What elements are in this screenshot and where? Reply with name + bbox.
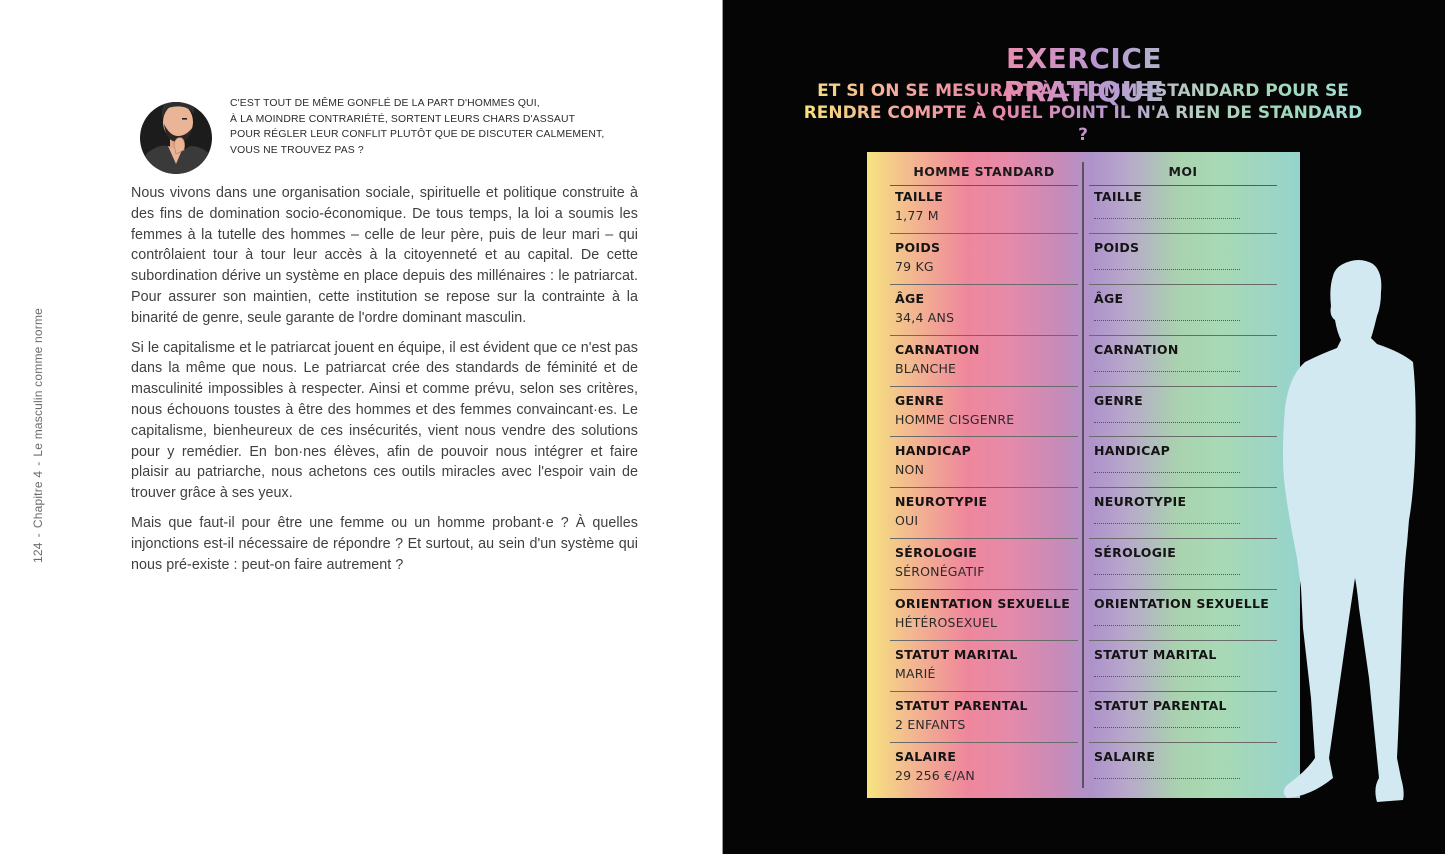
standard-row <box>890 590 1078 641</box>
row-value: OUI <box>895 513 919 529</box>
left-page <box>0 0 722 854</box>
row-value: 79 KG <box>895 258 934 274</box>
row-value: 29 256 €/AN <box>895 767 975 783</box>
standard-row <box>890 285 1078 336</box>
subtitle-line: RENDRE COMPTE À QUEL POINT IL N'A RIEN DE STANDARD ? <box>803 103 1363 145</box>
row-label: HANDICAP <box>1094 443 1171 459</box>
fill-in-blank <box>1094 675 1240 677</box>
row-label: ÂGE <box>1094 290 1124 306</box>
paragraph: Mais que faut-il pour être une femme ou un homme probant·e ? À quelles injonctions est-il nécessaire de répondre ? Et surtout, au sein d'un système qui nous pré-existe : peut-on faire autrement ? <box>131 514 638 573</box>
row-value: MARIÉ <box>895 666 936 682</box>
standard-row <box>890 488 1078 539</box>
fill-in-blank <box>1094 573 1240 575</box>
fill-in-blank <box>1094 319 1240 321</box>
standard-rows <box>890 183 1078 794</box>
fill-in-blank <box>1094 777 1240 779</box>
standard-row <box>890 234 1078 285</box>
row-label: STATUT PARENTAL <box>895 697 1028 713</box>
me-row <box>1089 387 1277 438</box>
row-value: 1,77 M <box>895 208 939 223</box>
quote-line: VOUS NE TROUVEZ PAS ? <box>230 144 364 156</box>
me-row <box>1089 743 1277 794</box>
fill-in-blank <box>1094 268 1240 270</box>
row-value: HÉTÉROSEXUEL <box>895 615 998 631</box>
standard-row <box>890 387 1078 438</box>
me-row <box>1089 539 1277 590</box>
paragraph: Si le capitalisme et le patriarcat jouent en équipe, il est évident que ce n'est pas dans la même que nous. Le patriarcat crée des standards de féminité et de masculinité impossibles à respecter. Ainsi et comme prévu, selon ses critères, nous échouons toustes à être des hommes et des femmes convaincant·es. Le capitalisme, bienheureux de ces insécurités, vient nous vendre des solutions pour y remédier. En bon·nes élèves, afin de pouvoir nous intégrer et faire plaisir au patriarche, nous achetons ces outils miracles avec l'espoir vain de trouver grâce à ses yeux. <box>131 339 638 502</box>
row-label: SÉROLOGIE <box>895 545 978 561</box>
fill-in-blank <box>1094 471 1240 473</box>
body-text <box>131 183 638 584</box>
row-label: TAILLE <box>895 189 944 204</box>
chapter-label: Chapitre 4 <box>31 470 45 529</box>
row-label: NEUROTYPIE <box>1094 494 1187 510</box>
running-head: 124-Chapitre 4-Le masculin comme norme <box>31 307 45 563</box>
fill-in-blank <box>1094 217 1240 219</box>
row-label: POIDS <box>1094 239 1140 255</box>
me-row <box>1089 285 1277 336</box>
standard-row <box>890 437 1078 488</box>
column-divider <box>1082 162 1084 788</box>
standard-row <box>890 183 1078 234</box>
row-label: ORIENTATION SEXUELLE <box>1094 596 1270 612</box>
row-label: STATUT PARENTAL <box>1094 697 1227 713</box>
quote-text <box>230 96 640 158</box>
fill-in-blank <box>1094 624 1240 626</box>
row-value: BLANCHE <box>895 360 957 376</box>
row-label: SALAIRE <box>1094 748 1156 764</box>
paragraph: Nous vivons dans une organisation sociale, spirituelle et politique construite à des fins de domination socio-économique. De tous temps, la loi a soumis les femmes à la tutelle des hommes – celle de leur père, puis de leur mari – qui contrôlaient tour à tour leur accès à la citoyenneté et au capital. De cette subordination dérive un système en place depuis des millénaires : le patriarcat. Pour assurer son maintien, cette institution se repose sur la contrainte à la binarité de genre, seule garante de l'ordre dominant masculin. <box>131 185 638 326</box>
me-row <box>1089 437 1277 488</box>
row-value: SÉRONÉGATIF <box>895 564 985 580</box>
standard-row <box>890 539 1078 590</box>
me-row <box>1089 641 1277 692</box>
fill-in-blank <box>1094 421 1240 423</box>
fill-in-blank <box>1094 522 1240 524</box>
row-label: TAILLE <box>1094 189 1143 204</box>
me-row <box>1089 488 1277 539</box>
row-value: NON <box>895 462 925 478</box>
me-row <box>1089 183 1277 234</box>
row-value: 34,4 ANS <box>895 309 955 325</box>
standing-man-silhouette-icon <box>1281 258 1425 803</box>
comparison-table <box>867 152 1300 798</box>
me-row <box>1089 336 1277 387</box>
me-row <box>1089 692 1277 743</box>
quote-line: C'EST TOUT DE MÊME GONFLÉ DE LA PART D'HOMMES QUI, <box>230 98 540 109</box>
fill-in-blank <box>1094 370 1240 372</box>
exercise-title: EXERCICE <box>925 42 1243 108</box>
row-value: 2 ENFANTS <box>895 716 966 732</box>
row-label: CARNATION <box>1094 341 1179 357</box>
row-label: ORIENTATION SEXUELLE <box>895 596 1071 612</box>
subtitle-line: ET SI ON SE MESURAIT À L'HOMME STANDARD POUR SE <box>817 81 1349 101</box>
quote-block <box>138 84 638 174</box>
row-value: HOMME CISGENRE <box>895 411 1015 427</box>
exercise-subtitle <box>803 80 1363 146</box>
page-number: 124 <box>31 542 45 563</box>
me-header: MOI <box>1089 164 1277 182</box>
row-label: SALAIRE <box>895 748 957 764</box>
standard-row <box>890 743 1078 794</box>
bearded-man-avatar-icon <box>140 102 212 174</box>
row-label: SÉROLOGIE <box>1094 545 1177 561</box>
row-label: STATUT MARITAL <box>1094 647 1217 663</box>
row-label: GENRE <box>1094 392 1143 408</box>
chapter-title: Le masculin comme norme <box>31 307 45 457</box>
row-label: HANDICAP <box>895 443 972 459</box>
row-label: CARNATION <box>895 341 980 357</box>
standard-row <box>890 692 1078 743</box>
standard-row <box>890 336 1078 387</box>
me-row <box>1089 590 1277 641</box>
standard-row <box>890 641 1078 692</box>
row-label: GENRE <box>895 392 944 408</box>
row-label: STATUT MARITAL <box>895 647 1018 663</box>
me-row <box>1089 234 1277 285</box>
fill-in-blank <box>1094 726 1240 728</box>
quote-line: À LA MOINDRE CONTRARIÉTÉ, SORTENT LEURS CHARS D'ASSAUT <box>230 113 576 125</box>
row-label: POIDS <box>895 239 941 255</box>
me-rows <box>1089 183 1277 794</box>
row-label: ÂGE <box>895 290 925 306</box>
standard-man-header: HOMME STANDARD <box>890 164 1078 182</box>
quote-line: POUR RÉGLER LEUR CONFLIT PLUTÔT QUE DE DISCUTER CALMEMENT, <box>230 129 605 141</box>
row-label: NEUROTYPIE <box>895 494 988 510</box>
right-page <box>723 0 1445 854</box>
